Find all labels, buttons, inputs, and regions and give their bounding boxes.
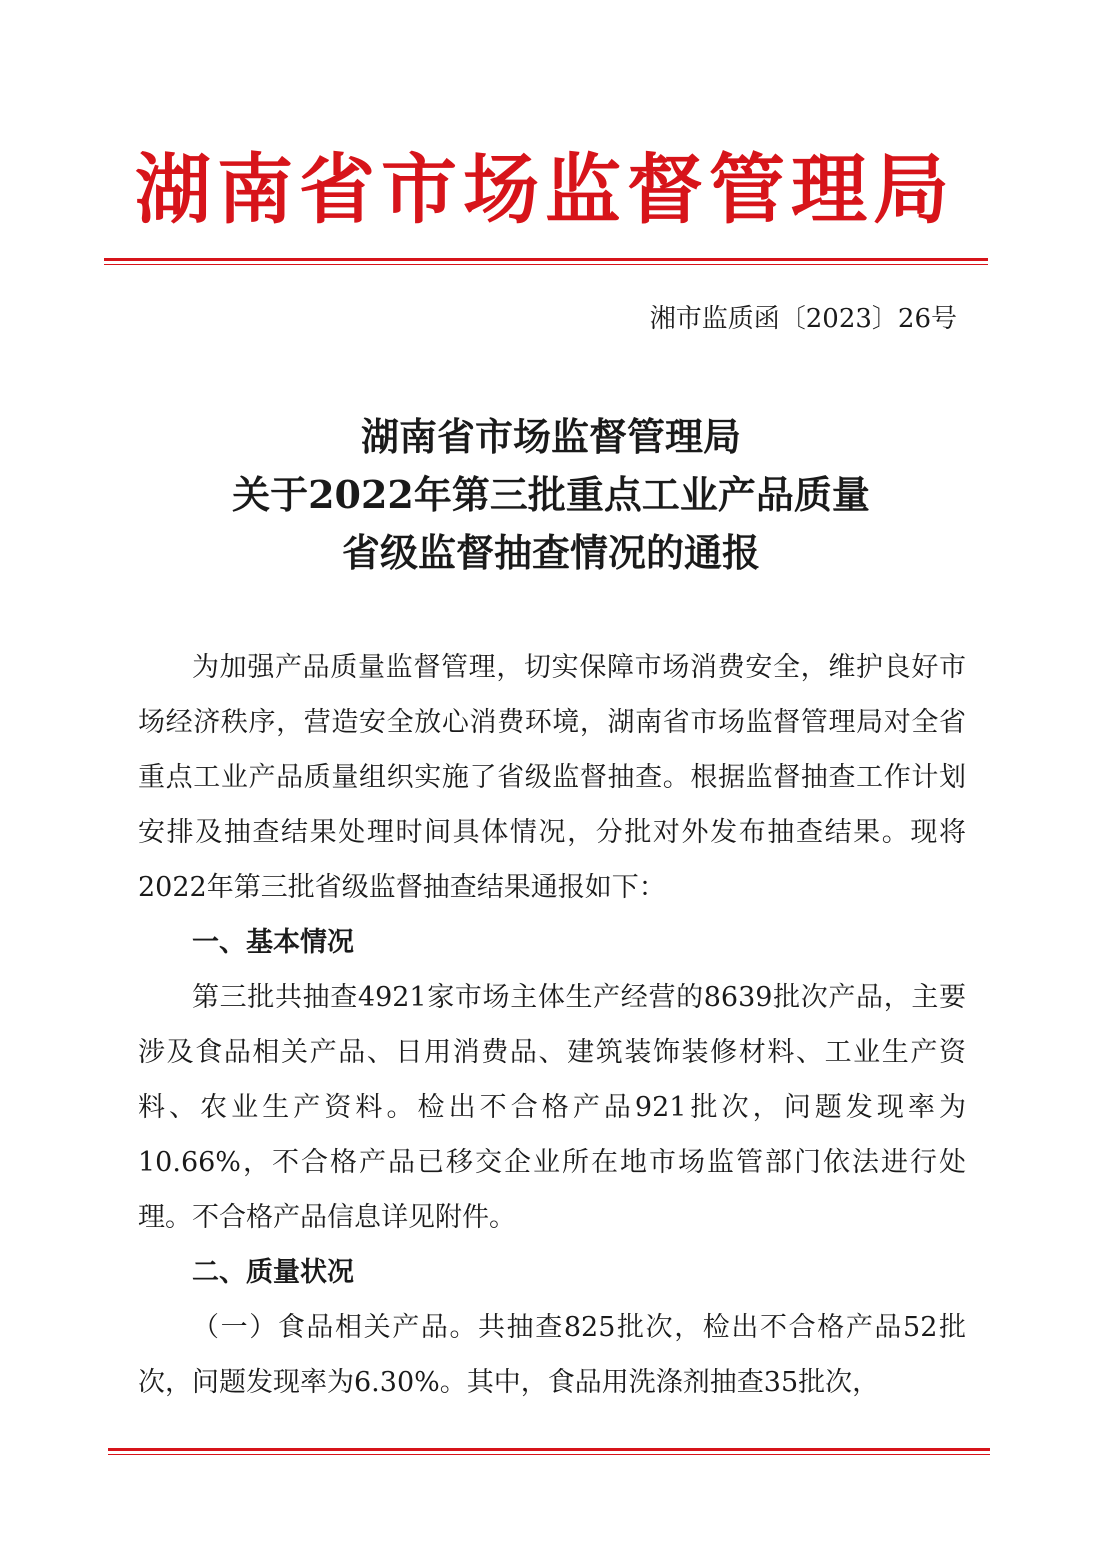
section-heading-basic: 一、基本情况 (192, 927, 354, 958)
basic-situation-paragraph: 第三批共抽查4921家市场主体生产经营的8639批次产品，主要涉及食品相关产品、日用消费品、建筑装饰装修材料、工业生产资料、农业生产资料。检出不合格产品921批次，问题发现率为10.66%，不合格产品已移交企业所在地市场监管部门依法进行处理。不合格产品信息详见附件。 (138, 982, 966, 1233)
section-heading-quality: 二、质量状况 (192, 1257, 354, 1288)
document-body (138, 640, 966, 1410)
footer-divider-thin (108, 1454, 990, 1455)
letterhead-divider-thin (104, 264, 988, 265)
footer-divider (108, 1448, 990, 1451)
title-line-2: 关于2022年第三批重点工业产品质量 (232, 472, 870, 517)
quality-status-paragraph: （一）食品相关产品。共抽查825批次，检出不合格产品52批次，问题发现率为6.30%。其中，食品用洗涤剂抽查35批次， (138, 1312, 966, 1398)
intro-paragraph: 为加强产品质量监督管理，切实保障市场消费安全，维护良好市场经济秩序，营造安全放心消费环境，湖南省市场监督管理局对全省重点工业产品质量组织实施了省级监督抽查。根据监督抽查工作计划安排及抽查结果处理时间具体情况，分批对外发布抽查结果。现将2022年第三批省级监督抽查结果通报如下： (138, 652, 966, 903)
agency-letterhead: 湖南省市场监督管理局 (135, 145, 955, 234)
letterhead-divider (104, 258, 988, 261)
title-line-3: 省级监督抽查情况的通报 (341, 530, 760, 575)
document-title (100, 408, 1002, 582)
document-number: 湘市监质函〔2023〕26号 (649, 304, 957, 334)
title-line-1: 湖南省市场监督管理局 (360, 414, 741, 459)
